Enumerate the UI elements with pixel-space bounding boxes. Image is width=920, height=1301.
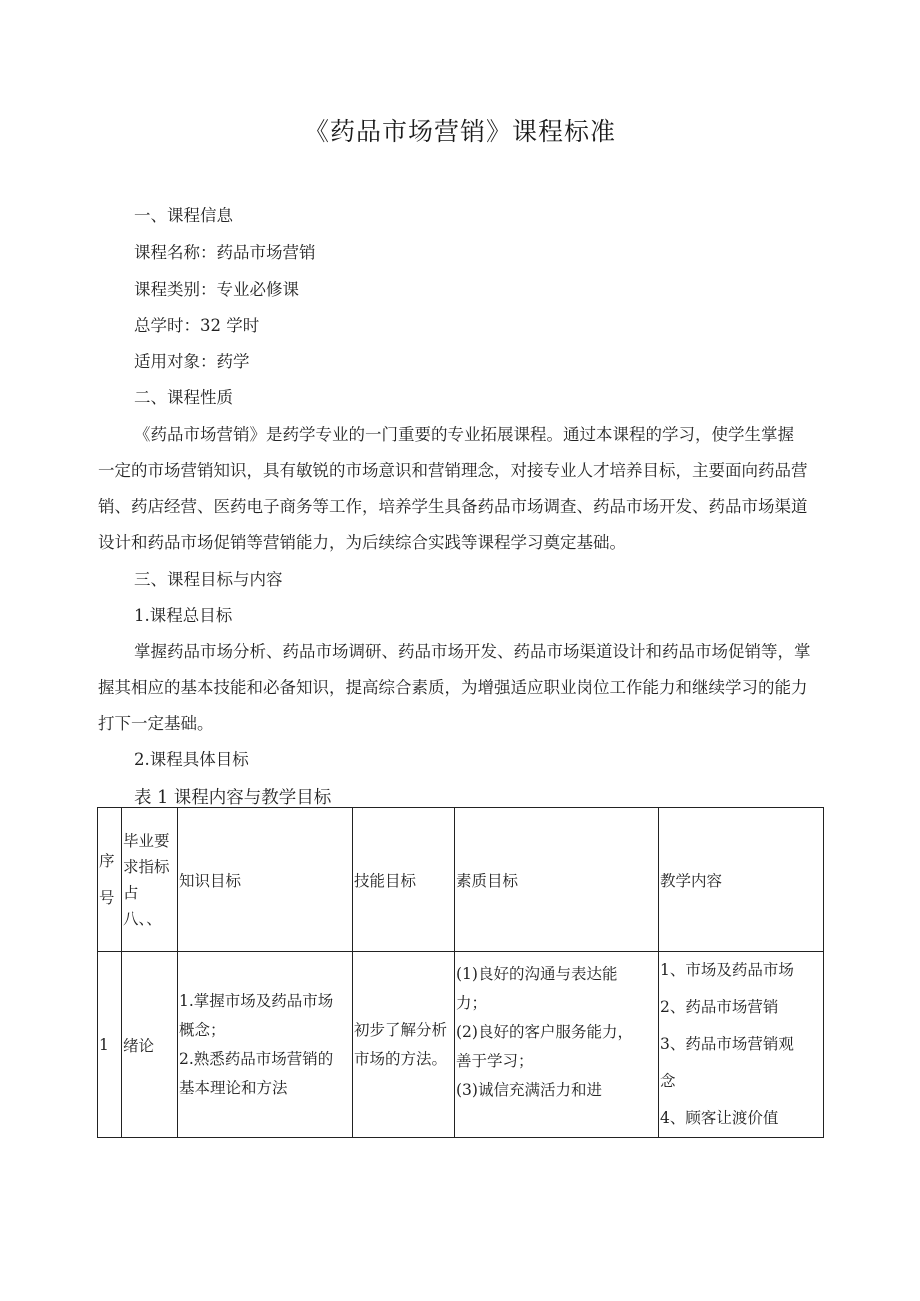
course-name-line: 课程名称：药品市场营销 xyxy=(134,243,316,262)
section-heading-course-info: 一、课程信息 xyxy=(134,206,233,225)
row1-content: 1、市场及药品市场 2、药品市场营销 3、药品市场营销观 念 4、顾客让渡价值 xyxy=(659,952,824,1138)
row1-skill: 初步了解分析 市场的方法。 xyxy=(353,952,455,1138)
overall-goal-line-1: 掌握药品市场分析、药品市场调研、药品市场开发、药品市场渠道设计和药品市场促销等，掌 xyxy=(134,642,811,661)
nature-paragraph-line-4: 设计和药品市场促销等营销能力，为后续综合实践等课程学习奠定基础。 xyxy=(98,533,626,552)
table-caption: 表 1 课程内容与教学目标 xyxy=(134,788,332,808)
header-content: 教学内容 xyxy=(659,808,824,952)
header-quality: 素质目标 xyxy=(455,808,659,952)
overall-goal-line-2: 握其相应的基本技能和必备知识，提高综合素质，为增强适应职业岗位工作能力和继续学习的能力 xyxy=(98,678,808,697)
subheading-overall-goal: 1.课程总目标 xyxy=(134,606,233,625)
header-requirement: 毕业要 求指标 占 八、、 xyxy=(122,808,178,952)
overall-goal-line-3: 打下一定基础。 xyxy=(98,714,214,733)
course-type-line: 课程类别：专业必修课 xyxy=(134,280,299,299)
header-knowledge: 知识目标 xyxy=(178,808,353,952)
row1-knowledge: 1.掌握市场及药品市场 概念； 2.熟悉药品市场营销的 基本理论和方法 xyxy=(178,952,353,1138)
header-seq: 序 号 xyxy=(98,808,122,952)
document-title: 《药品市场营销》课程标准 xyxy=(303,117,616,146)
section-heading-course-nature: 二、课程性质 xyxy=(134,388,233,407)
target-audience-line: 适用对象：药学 xyxy=(134,352,250,371)
header-skill: 技能目标 xyxy=(353,808,455,952)
nature-paragraph-line-1: 《药品市场营销》是药学专业的一门重要的专业拓展课程。通过本课程的学习，使学生掌握 xyxy=(134,425,794,444)
subheading-specific-goals: 2.课程具体目标 xyxy=(134,750,249,769)
row1-quality: (1)良好的沟通与表达能 力； (2)良好的客户服务能力， 善于学习； (3)诚信充满活力和进 xyxy=(455,952,659,1138)
course-content-table xyxy=(97,807,824,1138)
nature-paragraph-line-3: 销、药店经营、医药电子商务等工作，培养学生具备药品市场调查、药品市场开发、药品市场渠道 xyxy=(98,497,808,516)
nature-paragraph-line-2: 一定的市场营销知识，具有敏锐的市场意识和营销理念，对接专业人才培养目标，主要面向药品营 xyxy=(98,461,808,480)
total-hours-line: 总学时：32 学时 xyxy=(134,316,260,335)
table-header-row xyxy=(98,808,824,952)
row1-requirement: 绪论 xyxy=(122,952,178,1138)
table-row xyxy=(98,952,824,1138)
section-heading-goals: 三、课程目标与内容 xyxy=(134,570,283,589)
row1-seq: 1 xyxy=(98,952,122,1138)
